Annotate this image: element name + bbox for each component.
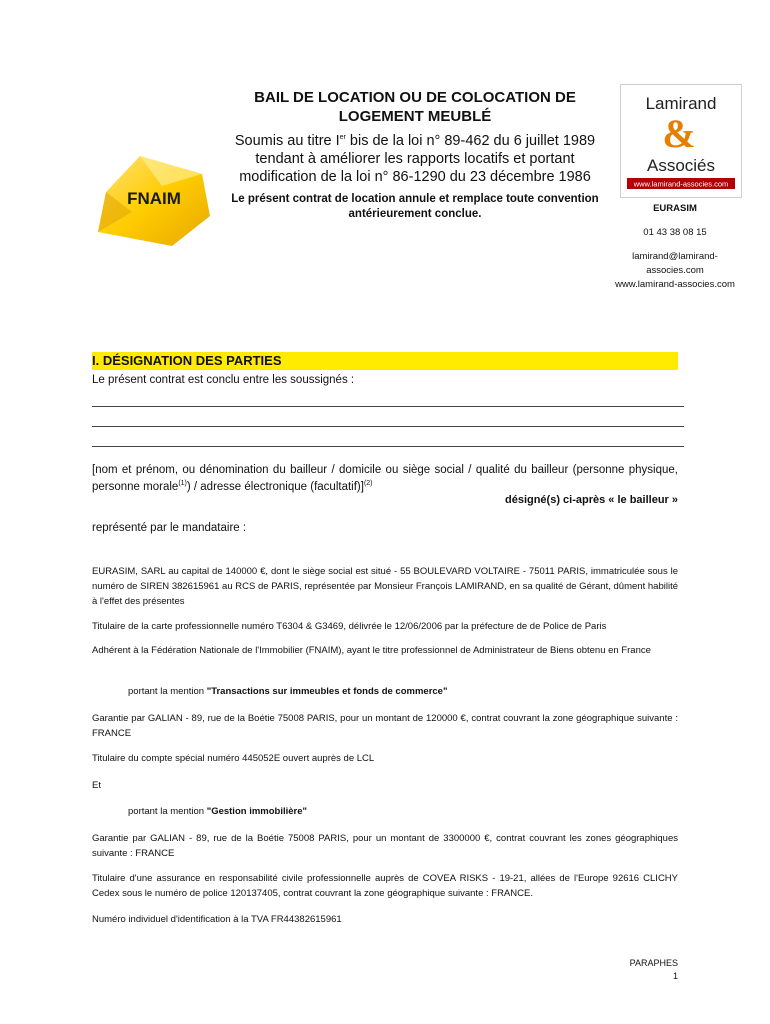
vat-number-paragraph: Numéro individuel d'identification à la TVA FR44382615961 bbox=[92, 914, 342, 925]
agency-contact bbox=[600, 202, 750, 292]
lamirand-associes-logo bbox=[620, 84, 742, 198]
fnaim-logo bbox=[92, 152, 216, 248]
initials-box bbox=[600, 957, 678, 983]
page-number: 1 bbox=[672, 971, 678, 981]
svg-text:Associés: Associés bbox=[646, 156, 716, 175]
transactions-guarantee-paragraph: Garantie par GALIAN - 89, rue de la Boétie 75008 PARIS, pour un montant de 120000 €, contrat couvrant la zone géographique suivante : FRANCE bbox=[92, 713, 678, 739]
paraphes-label: PARAPHES bbox=[629, 958, 678, 968]
section-heading: I. DÉSIGNATION DES PARTIES bbox=[92, 352, 678, 370]
mandataire-label: représenté par le mandataire : bbox=[92, 522, 247, 534]
professional-card-paragraph: Titulaire de la carte professionnelle numéro T6304 & G3469, délivrée le 12/06/2006 par la préfecture de de Police de Paris bbox=[92, 621, 607, 632]
agency-email: lamirand@lamirand- associes.com bbox=[632, 251, 718, 276]
document-header bbox=[218, 88, 612, 222]
fill-in-line[interactable] bbox=[92, 446, 684, 447]
fill-in-line[interactable] bbox=[92, 426, 684, 427]
gestion-guarantee-paragraph: Garantie par GALIAN - 89, rue de la Boétie 75008 PARIS, pour un montant de 3300000 €, contrat couvrant les zones géographiques suivante : FRANCE bbox=[92, 833, 678, 859]
agency-phone: 01 43 38 08 15 bbox=[643, 227, 707, 238]
special-account-paragraph: Titulaire du compte spécial numéro 445052E ouvert auprès de LCL bbox=[92, 753, 375, 764]
svg-text:FNAIM: FNAIM bbox=[127, 189, 181, 208]
conjunction-et: Et bbox=[92, 780, 101, 791]
fill-in-line[interactable] bbox=[92, 406, 684, 407]
mandataire-identity-paragraph: EURASIM, SARL au capital de 140000 €, dont le siège social est situé - 55 BOULEVARD VOLTAIRE - 75011 PARIS, immatriculée sous le numéro de SIREN 382615961 au RCS de PARIS, représentée par Monsieur François LAMIRAND, en sa qualité de Gérant, dûment habilité à l'effet des présentes bbox=[92, 566, 678, 607]
insurance-paragraph: Titulaire d'une assurance en responsabilité civile professionnelle auprès de COVEA RISKS - 19-21, allées de l'Europe 92616 CLICHY Cedex sous le numéro de police 120137405, contrat couvrant la zone géographique suivante : FRANCE. bbox=[92, 873, 678, 899]
fnaim-membership-paragraph: Adhérent à la Fédération Nationale de l'Immobilier (FNAIM), ayant le titre professionnel de Administrateur de Biens obtenu en France bbox=[92, 645, 651, 656]
document-title: BAIL DE LOCATION OU DE COLOCATION DE LOGEMENT MEUBLÉ bbox=[254, 89, 576, 125]
document-subtitle: Soumis au titre Ier bis de la loi n° 89-462 du 6 juillet 1989 tendant à améliorer les rapports locatifs et portant modification de la loi n° 86-1290 du 23 décembre 1986 bbox=[234, 133, 596, 185]
gestion-mention: portant la mention "Gestion immobilière" bbox=[128, 806, 308, 817]
replacement-notice: Le présent contrat de location annule et remplace toute convention antérieurement conclue. bbox=[231, 193, 599, 220]
svg-text:&: & bbox=[662, 111, 696, 156]
bailleur-description: [nom et prénom, ou dénomination du bailleur / domicile ou siège social / qualité du bailleur (personne physique, personne morale$^{(1)}$) / adresse électronique (facultatif)]$^{(2)}$ bbox=[92, 464, 678, 493]
svg-text:Lamirand: Lamirand bbox=[645, 94, 717, 113]
bailleur-designation: désigné(s) ci-après « le bailleur » bbox=[504, 494, 678, 506]
agency-name: EURASIM bbox=[653, 203, 697, 214]
transactions-mention: portant la mention "Transactions sur immeubles et fonds de commerce" bbox=[128, 686, 448, 697]
section-intro: Le présent contrat est conclu entre les soussignés : bbox=[92, 374, 355, 386]
agency-website: www.lamirand-associes.com bbox=[615, 279, 735, 290]
svg-text:www.lamirand-associes.com: www.lamirand-associes.com bbox=[633, 179, 729, 189]
